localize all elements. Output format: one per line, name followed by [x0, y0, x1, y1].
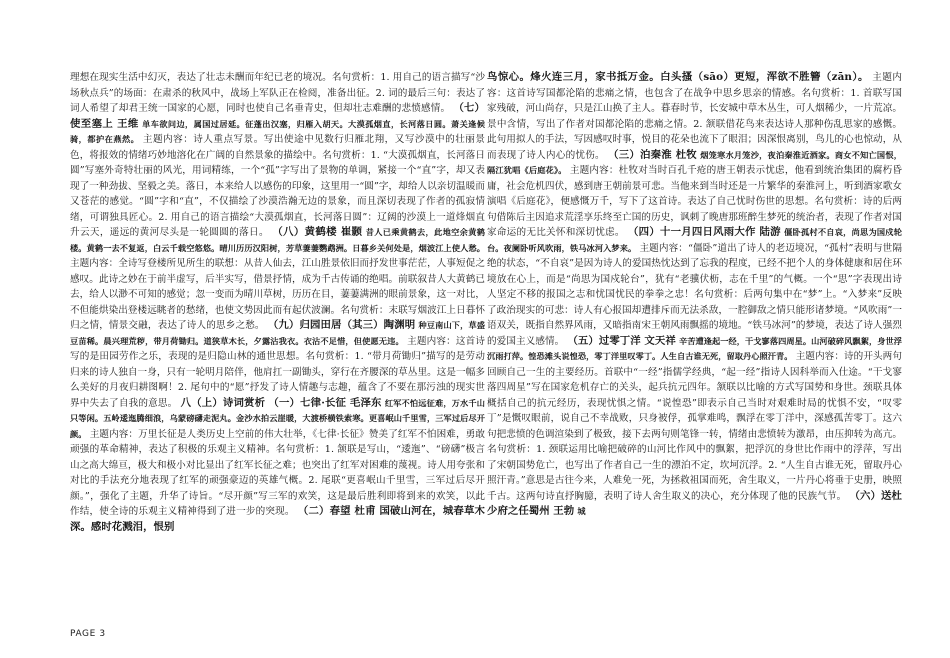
poem-text: 昔人已乘黄鹤去，此地空余黄鹤楼。黄鹤一去不复返，白云千载空悠悠。晴川历历汉阳树，芳草萋萋鹦鹉洲。日暮乡关何处是，烟波江上使人愁。 [70, 227, 485, 253]
section-heading: （四）十一月四日风雨大作 陆游 [628, 226, 781, 238]
right-column-text [487, 70, 902, 520]
left-column [70, 70, 485, 610]
body-text: 主题内容：诗的开头两句回顾自己一生的主要经历。首联中“一经”指儒学经典，“起一经”指诗人因科举而入仕途。“干戈寥落四周星”写在国家危机存亡的关头，起兵抗元四年。颔联以比喻的方式写国势和身世。颈联具体概括自己的抗元经历，表现忧惧之情。“说惶恐”即表示自己当时对艰难时局的忧惧不安，“叹零丁”是慨叹眼前，说自己不幸战败，只身被俘，孤掌难鸣，飘浮在零丁洋中，深感孤苦零丁。这六句把悲愤的色调渲染到了极致，接下去两句则笔锋一转，情绪由悲愤转为激昂，由压抑转为高亢。 [487, 351, 902, 440]
section-heading: （二）春望 杜甫 国破山河在，城春草木深。感时花溅泪，恨别 [70, 505, 485, 533]
right-column [487, 70, 902, 610]
body-text: 主题内容：诗人重点写景。写出使途中见数行归雁北翔，又写沙漠中的壮丽景色，将报效的情绪巧妙地溶化在广阔的自然景象的描绘中。名句赏析：1. “大漠孤烟直，长河落日圆”写塞外奇特壮丽的风光，用词精练，一个“孤”字写出了景物的单调，紧接一个“直”字，却又表现了一种劲拔、坚毅之美。落日，本来给人以感伤的印象，这里用一“圆”字，却给人以亲切温暖而又苍茫的感觉。“圆”字和“直”，不仅描绘了沙漠浩瀚无边的景象，而且深切表现了作者的孤寂情绪，可谓独具匠心。2. 用自己的语言描绘“大漠孤烟直，长河落日圆”：辽阔的沙漠上一道烽烟直升云天，遥远的黄河尽头是一轮圆圆的落日。 [70, 134, 485, 238]
page-number: PAGE 3 [70, 629, 106, 639]
body-text: 主题内容：这首诗写国都沦陷的悲痛之情，也包含了在战争中思乡思亲的情感。名句赏析：1. 首联写国家残破，河山尚存，只是江山换了主人。暮春时节，长安城中草木丛生，可人烟稀少，一片荒凉。景中含情，写出了作者对国都沦陷的悲痛之情。2. 颔联借花鸟来表达诗人那种伤乱思家的感慨。此句用拟人的手法，写因感叹时事，悦目的花朵也流下了眼泪；因深恨离别，鸟儿的心也惊动，从而表现了诗人内心的忧伤。 [487, 72, 902, 161]
poem-text: 城 [577, 506, 586, 516]
poem-text: 烟笼寒水月笼沙，夜泊秦淮近酒家。商女不知亡国恨，隔江犹唱《后庭花》。 [487, 149, 902, 175]
section-heading: 鸟惊心。烽火连三月，家书抵万金。白头搔（sāo）更短，浑欲不胜簪（zān）。 [487, 71, 869, 83]
poem-text: 单车欲问边，属国过居延。征蓬出汉塞，归雁入胡天。大漠孤烟直，长河落日圆。萧关逢候骑，都护在燕然。 [70, 118, 485, 144]
body-text: 主题内容：“僵卧”道出了诗人的老迈境况，“孤村”表明与世隔绝的状态，“不自哀”是因为诗人的爱国热忱达到了忘我的程度，已经不把个人的身体健康和居住环境放在心上，而是“尚思为国戍轮台”，犹有“老骥伏枥，志在千里”的气概。一个“思”字表现出诗人坚定不移的报国之志和忧国忧民的拳拳之忠！名句赏析：后两句集中在“梦”上。“入梦来”反映了政治现实的可悲：诗人有心报国却遭排斥而无法杀敌，一腔御敌之情只能形诸梦境。“风吹雨”一语双关，既指自然界风雨，又暗指南宋王朝风雨飘摇的境地。“铁马冰河”的梦境，表达了诗人强烈的爱国主义感情。 [487, 242, 902, 347]
section-heading: （七）使至塞上 王维 [70, 102, 485, 130]
left-column-text [70, 70, 485, 535]
section-heading: （六）送杜少府之任蜀州 王勃 [487, 489, 902, 517]
body-text: 名句赏析：1. 颈联运用比喻把破碎的山河比作风中的飘絮，把浮沉的身世比作雨中的浮萍，写出了宋朝国势危亡，也写出了作者自己一生的漂泊不定，坎坷沉浮。2. “人生自古谁无死，留取丹心照汗青。”意思是古往今来，人难免一死，为拯救祖国而死，舍生取义，一片丹心将垂于史册，映照千古。这两句诗直抒胸臆，表明了诗人舍生取义的决心，充分体现了他的民族气节。 [487, 444, 902, 502]
section-heading: （八）黄鹤楼 崔颢 [272, 226, 363, 238]
body-text: 理想在现实生活中幻灭，表达了壮志未酬而年纪已老的境况。名句赏析：1. 用自己的语言描写“沙场秋点兵”的场面：在肃杀的秋风中，战场上军队正在检阅，准备出征。2. 词的最后三句：表达了词人希望了却君王统一国家的心愿，同时也使自己名垂青史，但却壮志难酬的悲愤感情。 [70, 72, 485, 114]
poem-text: 红军不怕远征难，万水千山只等闲。五岭逶迤腾细浪，乌蒙磅礴走泥丸。金沙水拍云崖暖，大渡桥横铁索寒。更喜岷山千里雪，三军过后尽开颜。 [70, 397, 485, 439]
poem-text: 辛苦遭逢起一经，干戈寥落四周星。山河破碎风飘絮，身世浮沉雨打萍。惶恐滩头说惶恐，零丁洋里叹零丁。人生自古谁无死，留取丹心照汗青。 [487, 335, 902, 361]
poem-text: 僵卧孤村不自哀，尚思为国戍轮台。夜阑卧听风吹雨，铁马冰河入梦来。 [487, 227, 902, 253]
poem-text: 种豆南山下，草盛豆苗稀。晨兴理荒秽，带月荷锄归。道狭草木长，夕露沾我衣。衣沾不足惜，但使愿无违。 [70, 320, 485, 346]
body-text: 主题内容：万里长征是人类历史上空前的伟大壮举，《七律·长征》赞美了红军不怕困难，勇敢顽强的革命精神，表达了积极的乐观主义精神。名句赏析：1. 颔联是写山，“逶迤”、“磅礴”极言山之高大绵亘，极大和极小对比显出了红军长征之难；也突出了红军对困难的蔑视。诗人用夸张和对比的手法充分地表现了红军的顽强豪迈的英雄气概。2. 尾联“更喜岷山千里雪，三军过后尽开颜。”，强化了主题，升华了诗旨。“尽开颜”写三军的欢笑，这是最后胜利即将到来的欢笑，以此作结，使全诗的乐观主义精神得到了进一步的突现。 [70, 428, 485, 517]
section-heading: （九）归园田居（其三）陶渊明 [267, 319, 416, 331]
section-heading: 八（上）诗词赏析 [180, 396, 266, 409]
section-heading: （五）过零丁洋 文天祥 [567, 334, 676, 347]
body-text: 主题内容：全诗写登楼所见所生的联想：从昔人仙去，江山胜景依旧而抒发世事茫茫，人事短促之感叹。此诗之妙在于前半虚写，后半实写，借景抒情，成为千古传诵的绝唱。前联叙昔人大黄鹤已去，给人以渺不可知的感觉；忽一变而为晴川草树，历历在目，萋萋满洲的眼前景象，这一对比，不但能烘染出登楼远眺者的愁绪，也使文势因此而有起伏波澜。名句赏析：末联写烟波江上日暮怀归之情，情景交融，表达了诗人的思乡之愁。 [70, 258, 485, 331]
section-heading: （一）七律·长征 毛泽东 [268, 396, 382, 409]
body-text: 主题内容：杜牧对当时百孔千疮的唐王朝表示忧虑，他看到统治集团的腐朽昏庸，社会危机四伏，感到唐王朝前景可悲。当他来到当时还是一片繁华的秦淮河上，听到酒家歌女演唱《后庭花》，便感慨万千，写下了这首诗。表达了自己忧时伤世的思想。名句赏析：诗的后两句借陈后主因追求荒淫享乐终至亡国的历史，讽刺了晚唐那班醉生梦死的统治者，表现了作者对国家命运的无比关怀和深切忧虑。 [487, 165, 902, 238]
body-text: 主题内容：这首诗写的是田园劳作之乐，表现的是归隐山林的通世思想。名句赏析：1. “带月荷锄归”描写的是劳动归来的诗人独自一身，只有一轮明月陪伴，他肩扛一副锄头，穿行在齐腰深的草丛里。这是一幅多么美好的月夜归耕图啊！2. 尾句中的“愿”抒发了诗人情趣与志趣，蕴含了不要在那污浊的现实世界中失去了自我的意思。 [70, 335, 485, 409]
section-heading: （三）泊秦淮 杜牧 [608, 148, 697, 161]
